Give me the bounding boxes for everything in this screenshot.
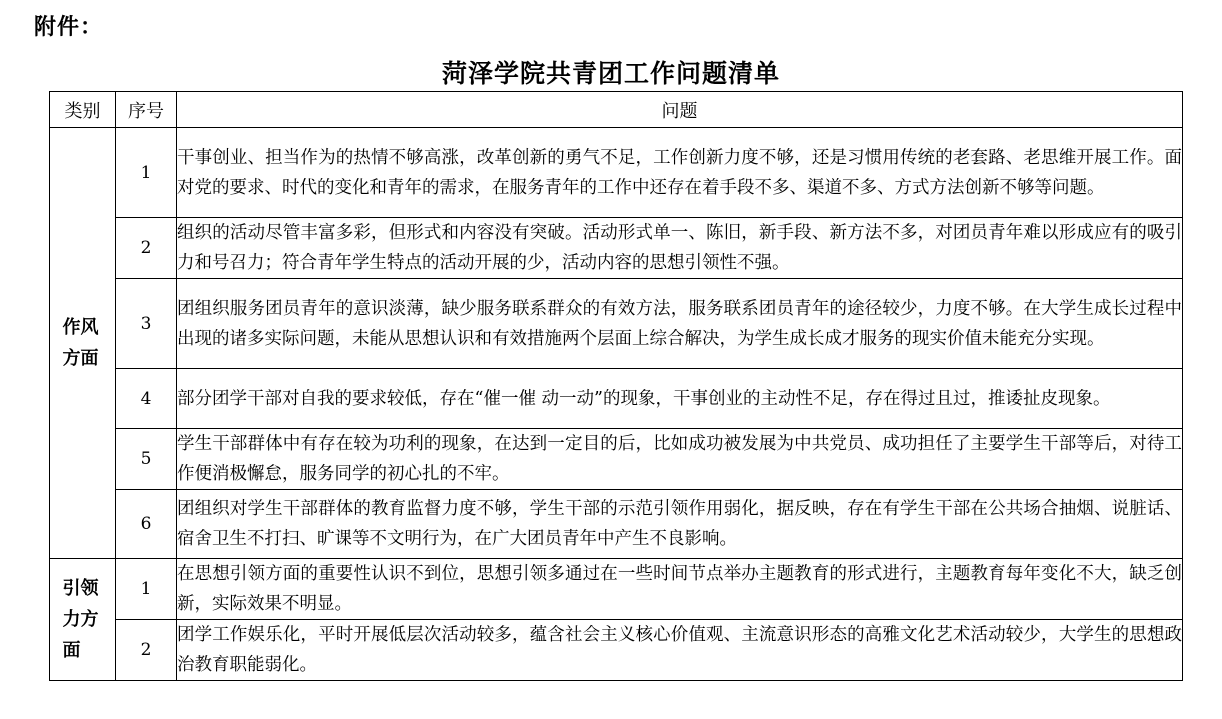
header-category: 类别	[50, 92, 116, 128]
seq-cell: 4	[116, 369, 177, 429]
category-cell-style	[50, 128, 116, 559]
category-label: 引领力方面	[62, 578, 99, 661]
issue-cell: 团学工作娱乐化，平时开展低层次活动较多，蕴含社会主义核心价值观、主流意识形态的高雅文化艺术活动较少，大学生的思想政治教育职能弱化。	[177, 620, 1183, 681]
table-row	[50, 429, 1183, 490]
issue-cell: 组织的活动尽管丰富多彩，但形式和内容没有突破。活动形式单一、陈旧，新手段、新方法不多，对团员青年难以形成应有的吸引力和号召力；符合青年学生特点的活动开展的少，活动内容的思想引领性不强。	[177, 218, 1183, 279]
issue-cell: 在思想引领方面的重要性认识不到位，思想引领多通过在一些时间节点举办主题教育的形式进行，主题教育每年变化不大，缺乏创新，实际效果不明显。	[177, 559, 1183, 620]
attachment-label: 附件：	[34, 15, 104, 40]
seq-cell: 6	[116, 490, 177, 559]
issue-list-table	[49, 91, 1183, 681]
seq-cell: 3	[116, 279, 177, 369]
table-row	[50, 128, 1183, 218]
header-issue: 问题	[177, 92, 1183, 128]
issue-cell: 干事创业、担当作为的热情不够高涨，改革创新的勇气不足，工作创新力度不够，还是习惯用传统的老套路、老思维开展工作。面对党的要求、时代的变化和青年的需求，在服务青年的工作中还存在着手段不多、渠道不多、方式方法创新不够等问题。	[177, 128, 1183, 218]
category-cell-leadership	[50, 559, 116, 681]
seq-cell: 1	[116, 128, 177, 218]
issue-cell: 团组织对学生干部群体的教育监督力度不够，学生干部的示范引领作用弱化，据反映，存在有学生干部在公共场合抽烟、说脏话、宿舍卫生不打扫、旷课等不文明行为，在广大团员青年中产生不良影响。	[177, 490, 1183, 559]
table-row	[50, 490, 1183, 559]
table-row	[50, 559, 1183, 620]
seq-cell: 2	[116, 218, 177, 279]
table-row	[50, 218, 1183, 279]
issue-cell: 学生干部群体中有存在较为功利的现象，在达到一定目的后，比如成功被发展为中共党员、成功担任了主要学生干部等后，对待工作便消极懈怠，服务同学的初心扎的不牢。	[177, 429, 1183, 490]
category-label: 作风方面	[62, 317, 99, 369]
page-title: 菏泽学院共青团工作问题清单	[441, 59, 780, 88]
table-row	[50, 279, 1183, 369]
header-seq: 序号	[116, 92, 177, 128]
table-row	[50, 369, 1183, 429]
header-row	[50, 92, 1183, 128]
seq-cell: 2	[116, 620, 177, 681]
table-row	[50, 620, 1183, 681]
seq-cell: 5	[116, 429, 177, 490]
issue-cell: 团组织服务团员青年的意识淡薄，缺少服务联系群众的有效方法，服务联系团员青年的途径较少，力度不够。在大学生成长过程中出现的诸多实际问题，未能从思想认识和有效措施两个层面上综合解决，为学生成长成才服务的现实价值未能充分实现。	[177, 279, 1183, 369]
seq-cell: 1	[116, 559, 177, 620]
issue-cell: 部分团学干部对自我的要求较低，存在“催一催 动一动”的现象，干事创业的主动性不足，存在得过且过，推诿扯皮现象。	[177, 369, 1183, 429]
